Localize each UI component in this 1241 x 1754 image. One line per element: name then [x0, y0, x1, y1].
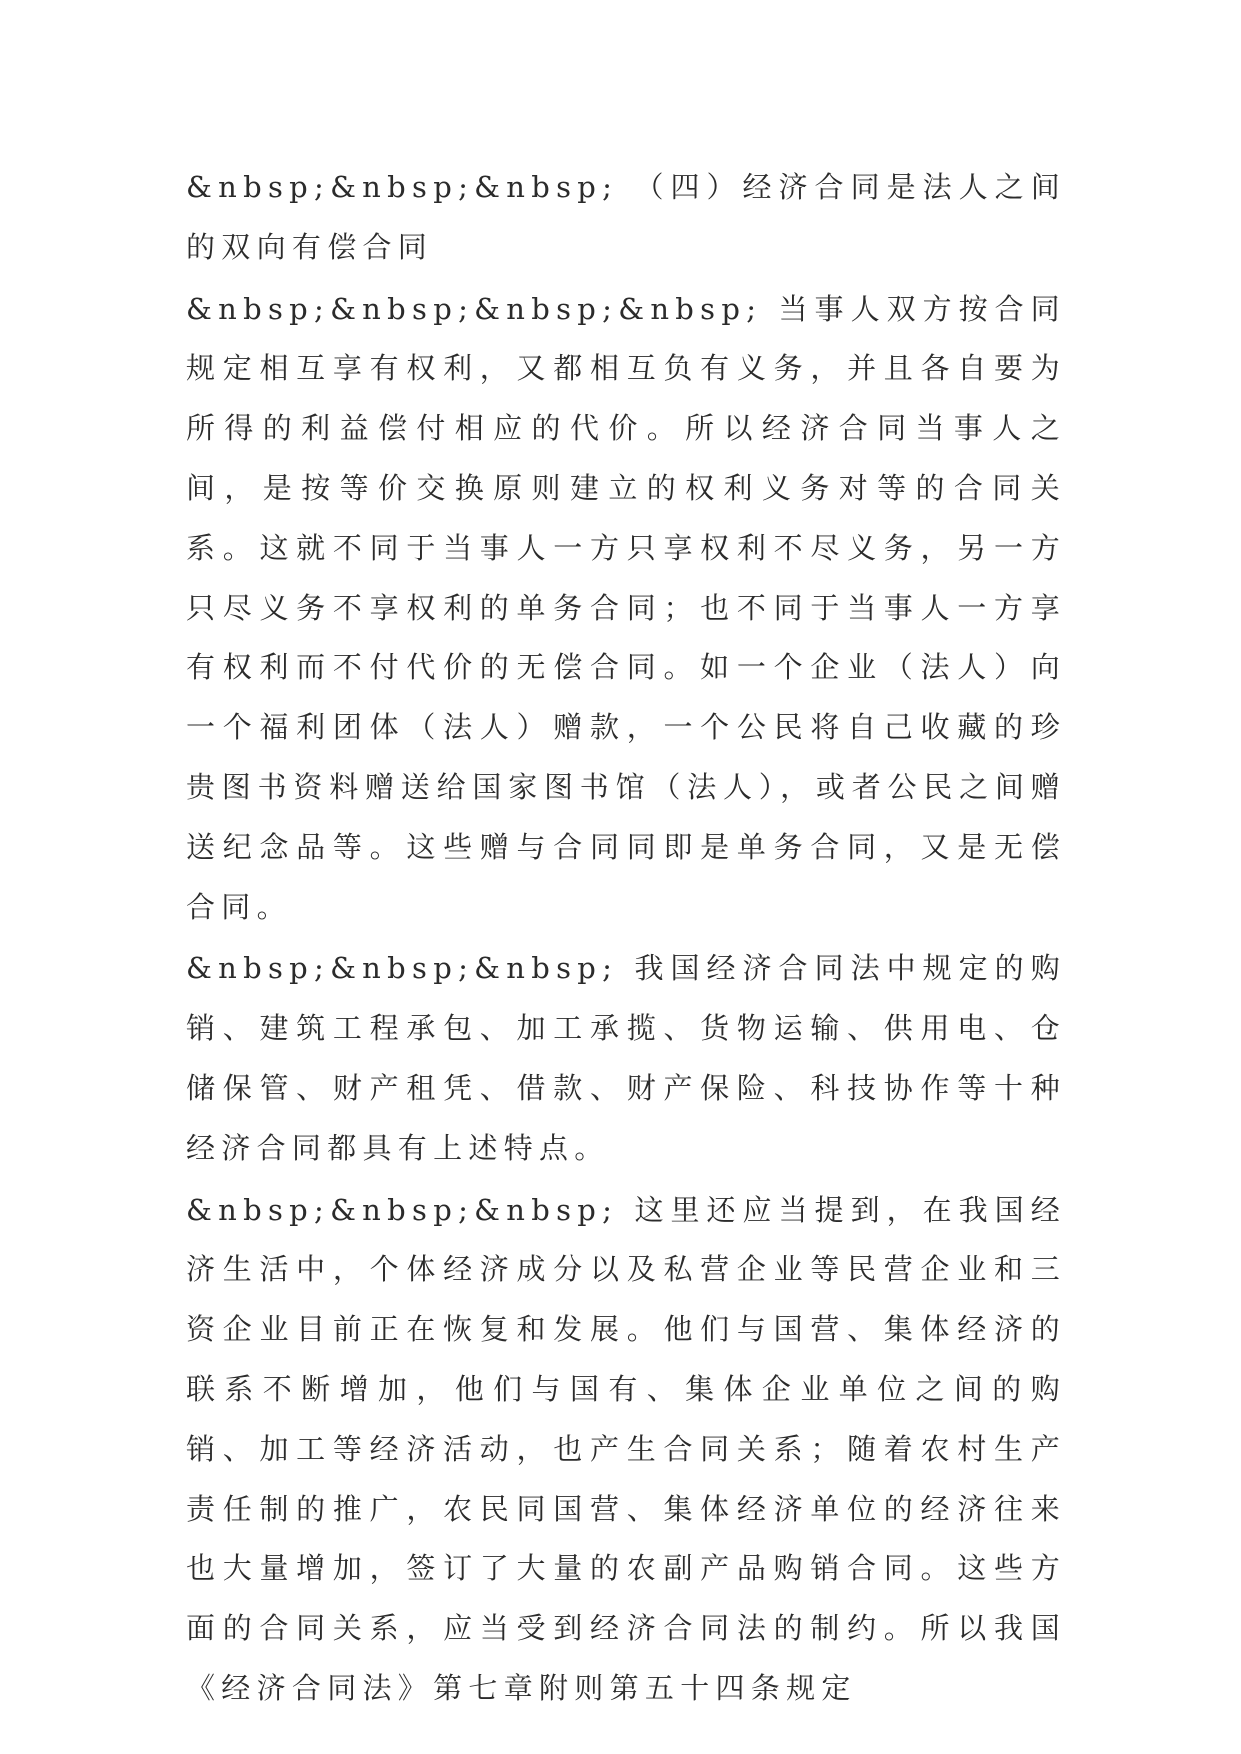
- document-body: [186, 158, 1066, 1719]
- paragraph-section-heading: &nbsp;&nbsp;&nbsp; （四）经济合同是法人之间的双向有偿合同: [186, 170, 1066, 264]
- paragraph-mutual-obligations: &nbsp;&nbsp;&nbsp;&nbsp; 当事人双方按合同规定相互享有权利，又都相互负有义务，并且各自要为所得的利益偿付相应的代价。所以经济合同当事人之间，是按等价交换原则建立的权利义务对等的合同关系。这就不同于当事人一方只享权利不尽义务，另一方只尽义务不享权利的单务合同；也不同于当事人一方享有权利而不付代价的无偿合同。如一个企业（法人）向一个福利团体（法人）赠款，一个公民将自己收藏的珍贵图书资料赠送给国家图书馆（法人），或者公民之间赠送纪念品等。这些赠与合同同即是单务合同，又是无偿合同。: [186, 291, 1066, 924]
- paragraph-ten-contract-types: &nbsp;&nbsp;&nbsp; 我国经济合同法中规定的购销、建筑工程承包、加工承揽、货物运输、供用电、仓储保管、财产租凭、借款、财产保险、科技协作等十种经济合同都具有上述特点。: [186, 951, 1066, 1165]
- paragraph-private-economy: &nbsp;&nbsp;&nbsp; 这里还应当提到，在我国经济生活中，个体经济成分以及私营企业等民营企业和三资企业目前正在恢复和发展。他们与国营、集体经济的联系不断增加，他们与国有、集体企业单位之间的购销、加工等经济活动，也产生合同关系；随着农村生产责任制的推广，农民同国营、集体经济单位的经济往来也大量增加，签订了大量的农副产品购销合同。这些方面的合同关系，应当受到经济合同法的制约。所以我国《经济合同法》第七章附则第五十四条规定: [186, 1192, 1066, 1705]
